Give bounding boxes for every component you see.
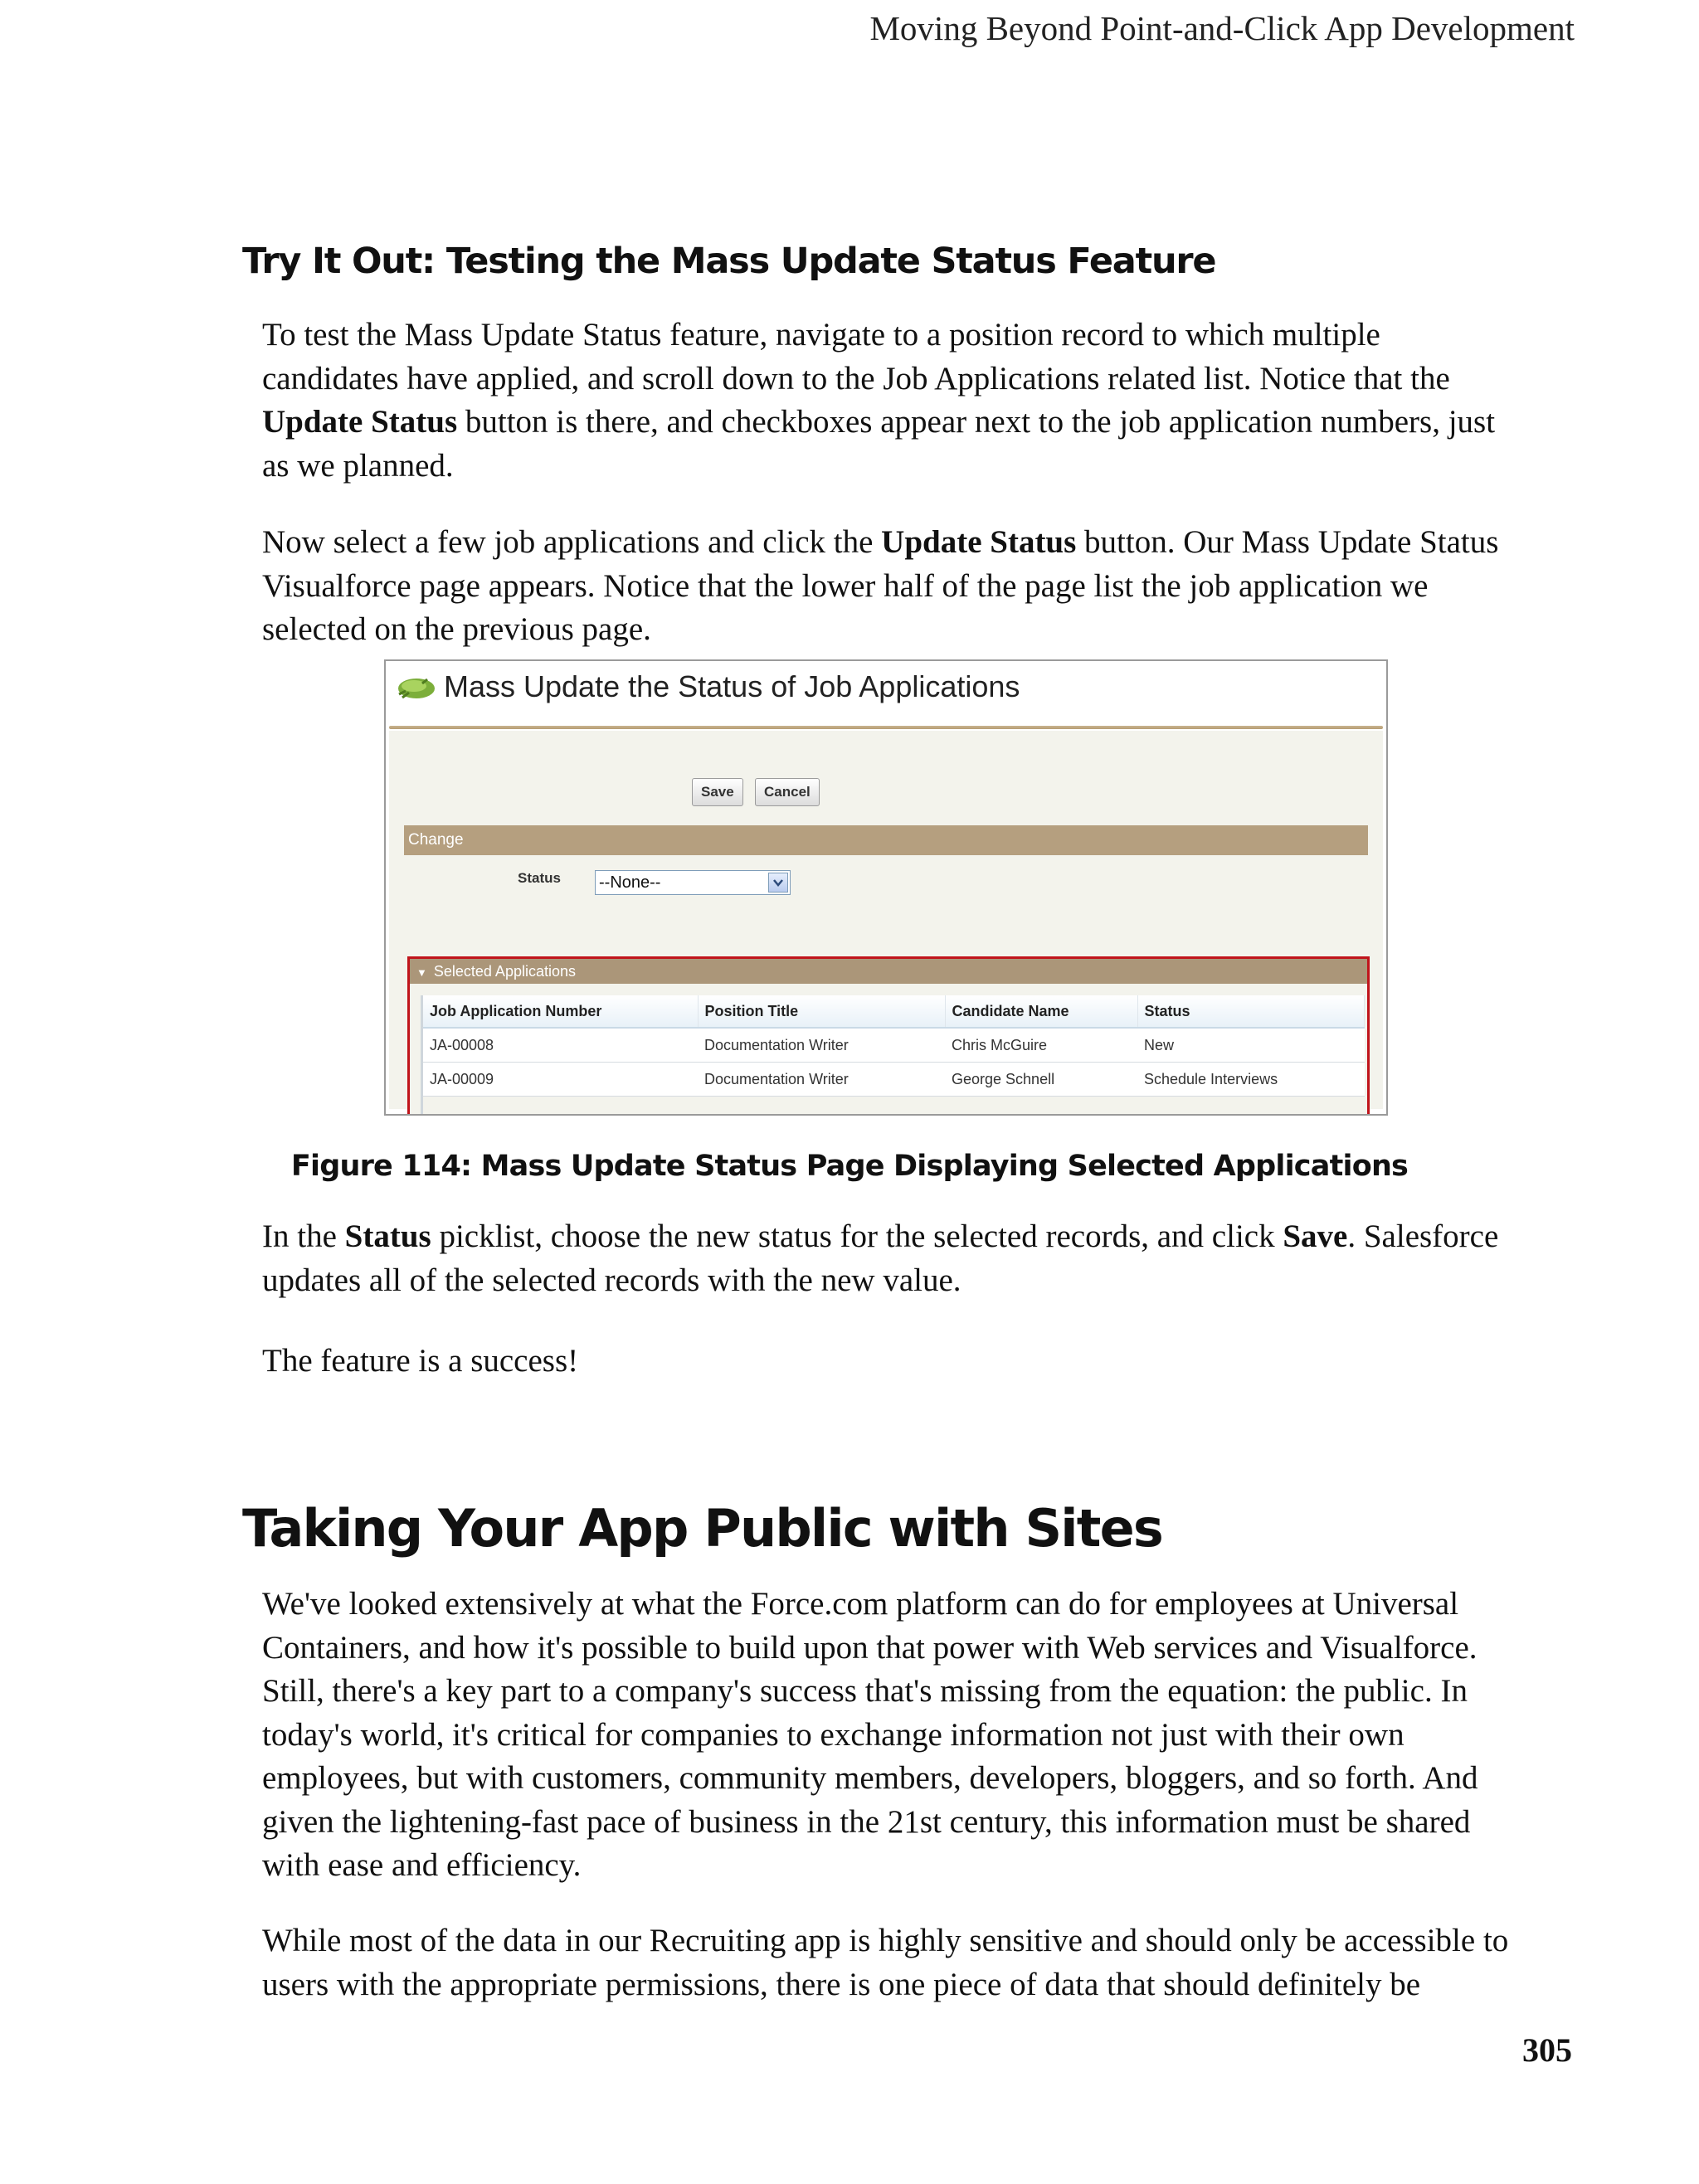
page-number: 305 [1522, 2031, 1572, 2069]
paragraph-sites-intro: We've looked extensively at what the Force.com platform can do for employees at Universal Containers, and how it's possible to build upon that power with Web services and Visualforce. Still, there's a key part to a company's success that's missing from the equation: the public. In today's world, it's critical for companies to exchange information not just with their own employees, but with customers, community members, developers, bloggers, and so forth. And given the lightening-fast pace of business in the 21st century, this information must be shared with ease and efficiency. [262, 1586, 1478, 1883]
paragraph-intro-text-c: button is there, and checkboxes appear next to the job application numbers, just as we planned. [262, 404, 1496, 484]
column-header-job-application-number[interactable]: Job Application Number [423, 995, 698, 1028]
paragraph-success: The feature is a success! [262, 1343, 579, 1379]
cell-candidate-name: Chris McGuire [945, 1028, 1137, 1063]
status-select-value: --None-- [599, 873, 661, 892]
paragraph-status-picklist [262, 1215, 1523, 1302]
paragraph-select-text-c: button. Our Mass Update Status Visualforce page appears. Notice that the lower half of the page list the job application we selected on the previous page. [262, 524, 1499, 647]
chapter-section-heading: Taking Your App Public with Sites [242, 1498, 1162, 1559]
screenshot-title: Mass Update the Status of Job Applications [444, 669, 1020, 703]
status-label: Status [518, 870, 561, 886]
paragraph-select-bold: Update Status [881, 524, 1077, 560]
paragraph-status-text-c: picklist, choose the new status for the selected records, and click [431, 1218, 1283, 1254]
table-row [423, 1028, 1365, 1063]
selected-applications-bar[interactable] [410, 959, 1367, 984]
paragraph-status-text-a: In the [262, 1218, 345, 1254]
paragraph-intro-text-a: To test the Mass Update Status feature, navigate to a position record to which multiple candidates have applied, and scroll down to the Job Applications related list. Notice that the [262, 317, 1450, 396]
chevron-down-icon[interactable] [768, 873, 788, 893]
paragraph-status-bold-status: Status [344, 1218, 431, 1254]
applications-table [423, 995, 1365, 1097]
header-divider [389, 726, 1383, 729]
save-button-top[interactable]: Save [692, 778, 743, 806]
selected-applications-section [407, 956, 1370, 1116]
table-header-row [423, 995, 1365, 1028]
app-leaf-icon [394, 673, 437, 704]
cell-status: Schedule Interviews [1137, 1063, 1365, 1097]
column-header-position-title[interactable]: Position Title [698, 995, 945, 1028]
cell-position-title: Documentation Writer [698, 1028, 945, 1063]
figure-screenshot [384, 659, 1388, 1116]
running-header: Moving Beyond Point-and-Click App Development [869, 9, 1575, 47]
selected-applications-label: Selected Applications [433, 963, 576, 980]
paragraph-status-text-e: . Salesforce updates all of the selected records with the new value. [262, 1218, 1499, 1298]
cell-position-title: Documentation Writer [698, 1063, 945, 1097]
paragraph-intro [262, 314, 1523, 488]
table-row [423, 1063, 1365, 1097]
paragraph-sites-data: While most of the data in our Recruiting app is highly sensitive and should only be accessible to users with the appropriate permissions, there is one piece of data that should definitely be [262, 1923, 1509, 2002]
paragraph-select-text-a: Now select a few job applications and click the [262, 524, 882, 560]
paragraph-status-bold-save: Save [1283, 1218, 1348, 1254]
cell-status: New [1137, 1028, 1365, 1063]
paragraph-select [262, 521, 1523, 652]
section-heading: Try It Out: Testing the Mass Update Status Feature [242, 241, 1216, 282]
status-select[interactable] [595, 870, 791, 895]
screenshot-header [386, 661, 1386, 727]
cell-job-application-number: JA-00009 [423, 1063, 698, 1097]
column-header-status[interactable]: Status [1137, 995, 1365, 1028]
collapse-triangle-icon[interactable]: ▼ [416, 966, 427, 979]
figure-caption: Figure 114: Mass Update Status Page Displaying Selected Applications [290, 1150, 1409, 1183]
column-header-candidate-name[interactable]: Candidate Name [945, 995, 1137, 1028]
cancel-button-top[interactable]: Cancel [755, 778, 820, 806]
form-area [389, 731, 1383, 1109]
paragraph-intro-bold: Update Status [262, 404, 458, 440]
cell-candidate-name: George Schnell [945, 1063, 1137, 1097]
cell-job-application-number: JA-00008 [423, 1028, 698, 1063]
change-section-bar: Change [404, 825, 1368, 855]
